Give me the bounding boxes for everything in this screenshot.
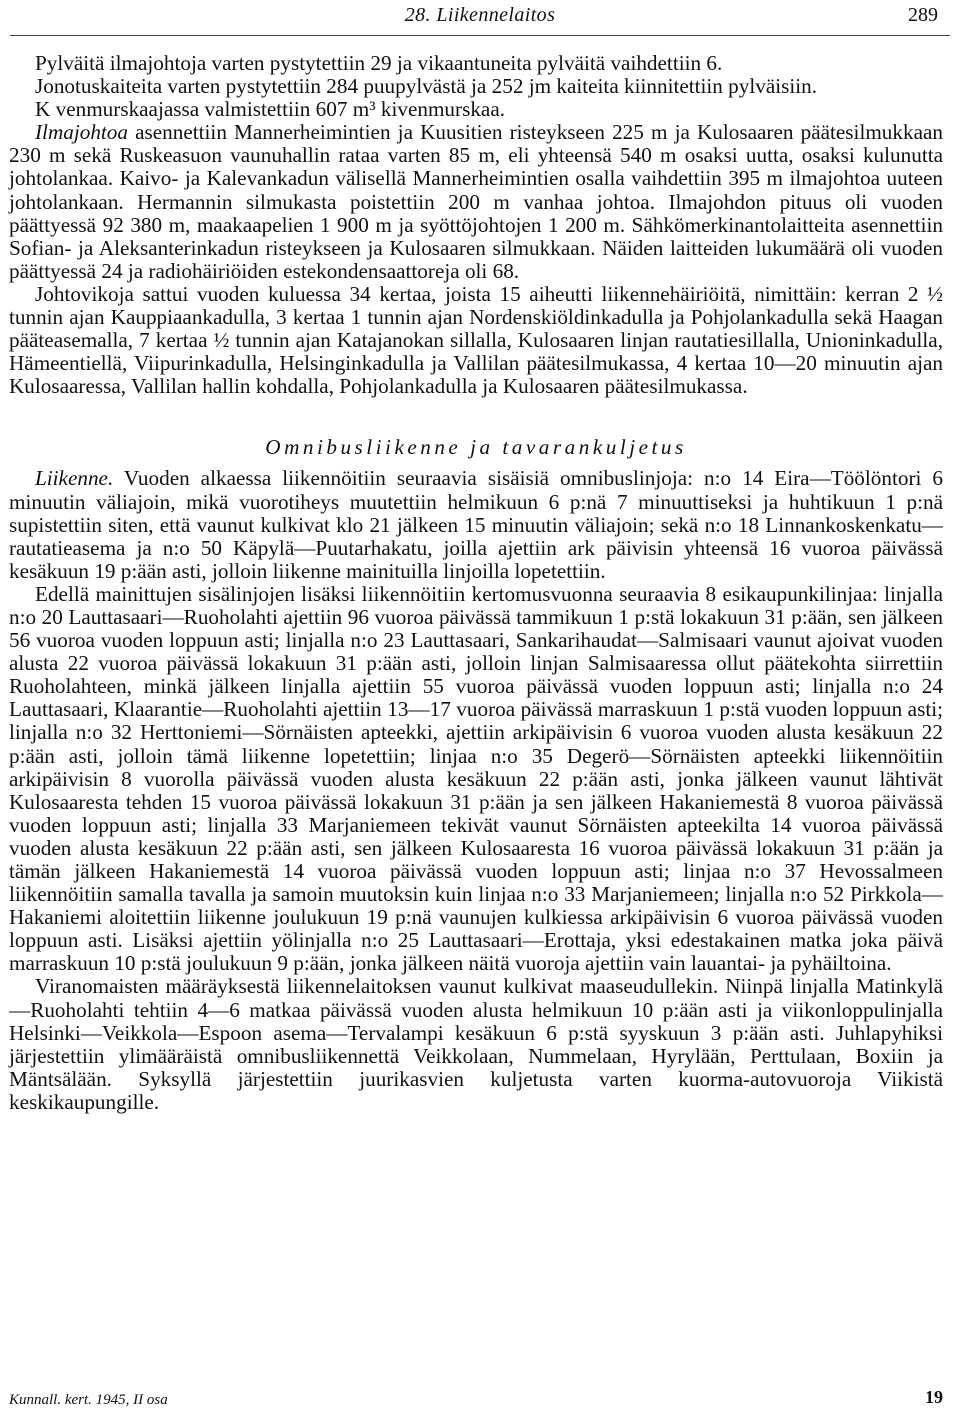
page-number: 289 (908, 4, 938, 26)
running-title: 28. Liikennelaitos (404, 4, 556, 26)
footer-sheet-number: 19 (925, 1387, 943, 1407)
liikenne-text: Vuoden alkaessa liikennöitiin seuraavia sisäisiä omnibuslinjoja: n:o 14 Eira—Töölöntori 6 minuutin väliajoin, mikä vuorotiheys muutettiin helmikuun 6 p:nä 7 minuuttiseksi ja huhtikuun 1 p:nä supistettiin siten, että vaunut kulkivat klo 21 jälkeen 15 minuutin väliajoin; sekä n:o 18 Linnankoskenkatu—rautatieasema ja n:o 50 Käpylä—Puutarhakatu, joilla ajettiin ark päivisin yhteensä 16 vuoroa päivässä kesäkuun 19 p:ään asti, jolloin liikenne mainituilla linjoilla lopetettiin. (9, 466, 943, 583)
paragraph-edella: Edellä mainittujen sisälinjojen lisäksi liikennöitiin kertomusvuonna seuraavia 8 esikaupunkilinjaa: linjalla n:o 20 Lauttasaari—Ruoholahti ajettiin 96 vuoroa päivässä tammikuun 1 p:stä lokakuun 31 p:ään, sen jälkeen 56 vuoroa vuoden loppuun asti; linjalla n:o 23 Lauttasaari, Sankarihaudat—Salmisaari vaunut ajoivat vuoden alusta 22 vuoroa päivässä lokakuun 31 p:ään asti, jolloin linjan Salmisaaressa ollut päätekohta siirrettiin Ruoholahteen, minkä jälkeen linjalla ajettiin 55 vuoroa päivässä vuoden loppuun asti; linjalla n:o 24 Lauttasaari, Klaarantie—Ruoholahti ajettiin 13—17 vuoroa päivässä marraskuun 1 p:stä vuoden loppuun asti; linjalla n:o 32 Herttoniemi—Sörnäisten apteekki, ajettiin arkipäivisin 6 vuoroa vuoden alusta kesäkuun 22 p:ään asti, jolloin tämä liikenne lopetettiin; linjaa n:o 35 Degerö—Sörnäisten apteekki liikennöitiin arkipäivisin 8 vuorolla päivässä vuoden alusta kesäkuun 22 p:ään asti, jonka jälkeen vaunut lähtivät Kulosaaresta tehden 15 vuoroa päivässä lokakuun 31 p:ään ja sen jälkeen Hakaniemestä 8 vuoroa päivässä vuoden loppuun asti; linjalla 33 Marjaniemeen tekivät vaunut Sörnäisten apteekilta 14 vuoroa päivässä vuoden alusta kesäkuun 22 p:ään asti, sen jälkeen Kulosaaresta 16 vuoroa päivässä lokakuun 31 p:ään ja tämän jälkeen Hakaniemestä 14 vuoroa päivässä vuoden loppuun asti; linjaa n:o 37 Hevossalmeen liikennöitiin samalla tavalla ja samoin muutoksin kuin linjaa n:o 33 Marjaniemeen; linjalla n:o 52 Pirkkola—Hakaniemi aloitettiin liikenne joulukuun 19 p:nä vaunujen kulkiessa arkipäivisin 6 vuoroa päivässä vuoden loppuun asti. Lisäksi ajettiin yölinjalla n:o 25 Lauttasaari—Erottaja, yksi edestakainen matka joka päivä marraskuun 10 p:stä joulukuun 9 p:ään, jonka jälkeen näitä vuoroja ajettiin vain lauantai- ja pyhäiltoina. (9, 581, 943, 976)
page-header (0, 4, 960, 34)
paragraph-johtovikoja: Johtovikoja sattui vuoden kuluessa 34 kertaa, joista 15 aiheutti liikennehäiriöitä, nimittäin: kerran 2 ½ tunnin ajan Kauppiaankadulla, 3 kertaa 1 tunnin ajan Nordenskiöldinkadulla ja Pohjolankadulla sekä Haagan pääteasemalla, 7 kertaa ½ tunnin ajan Katajanokan sillalla, Kulosaaren linjan rautatiesillalla, Unioninkadulla, Hämeentiellä, Viipurinkadulla, Helsinginkadulla ja Vallilan päätesilmukassa, 4 kertaa 10—20 minuutin ajan Kulosaaressa, Vallilan hallin kohdalla, Pohjolankadulla ja Kulosaaren päätesilmukassa. (9, 281, 943, 399)
paragraph-kivenmurskaamo: K venmurskaajassa valmistettiin 607 m³ kivenmurskaa. (35, 97, 506, 122)
section-spacer (9, 398, 943, 436)
paragraph-pylvaat: Pylväitä ilmajohtoja varten pystytettiin 29 ja vikaantuneita pylväitä vaihdettiin 6. (35, 51, 723, 75)
paragraph-viranomaisten: Viranomaisten määräyksestä liikennelaitoksen vaunut kulkivat maaseudullekin. Niinpä linjalla Matinkylä—Ruoholahti tehtiin 4—6 matkaa päivässä vuoden alusta helmikuun 10 p:ään asti ja viikonloppulinjalla Helsinki—Veikkola—Espoon asema—Tervalampi kesäkuun 6 p:stä syyskuun 3 p:ään asti. Juhlapyhiksi järjestettiin ylimääräistä omnibusliikennettä Veikkolaan, Nummelaan, Hyrylään, Perttulaan, Boxiin ja Mäntsälään. Syksyllä järjestettiin juurikasvien kuljetusta varten kuorma-autovuoroja Viikistä keskikaupungille. (9, 974, 943, 1114)
ilmajohto-lead: Ilmajohtoa (35, 120, 128, 145)
header-rule (10, 35, 950, 36)
section-heading: Omnibusliikenne ja tavarankuljetus (265, 435, 687, 460)
page-footer (9, 1387, 943, 1413)
ilmajohto-text: asennettiin Mannerheimintien ja Kuusitien risteykseen 225 m ja Kulosaaren päätesilmukkaan 230 m sekä Ruskeasuon vaunuhallin rataa varten 85 m, eli yhteensä 540 m osaksi uutta, osaksi kulunutta johtolankaa. Kaivo- ja Kalevankadun välisellä Mannerheimintien osalla vaihdettiin 395 m ilmajohtoa uuteen johtolankaan. Hermannin silmukasta poistettiin 200 m vanhaa johtoa. Ilmajohdon pituus oli vuoden päättyessä 92 380 m, maakaapelien 1 900 m ja syöttöjohtojen 1 200 m. Sähkömerkinantolaitteita asennettiin Sofian- ja Aleksanterinkadun risteykseen ja Kulosaaren silmukkaan. Näiden laitteiden lukumäärä oli vuoden päättyessä 24 ja radiohäiriöiden estekondensaattoreja oli 68. (9, 120, 943, 283)
page-body (9, 52, 943, 1114)
paragraph-ilmajohto (9, 121, 943, 283)
paragraph-liikenne (9, 467, 943, 582)
footer-source: Kunnall. kert. 1945, II osa (9, 1392, 168, 1408)
paragraph-jonotuskaiteet: Jonotuskaiteita varten pystytettiin 284 puupylvästä ja 252 jm kaiteita kiinnitettiin pylväisiin. (35, 74, 818, 99)
liikenne-lead: Liikenne. (35, 466, 114, 491)
